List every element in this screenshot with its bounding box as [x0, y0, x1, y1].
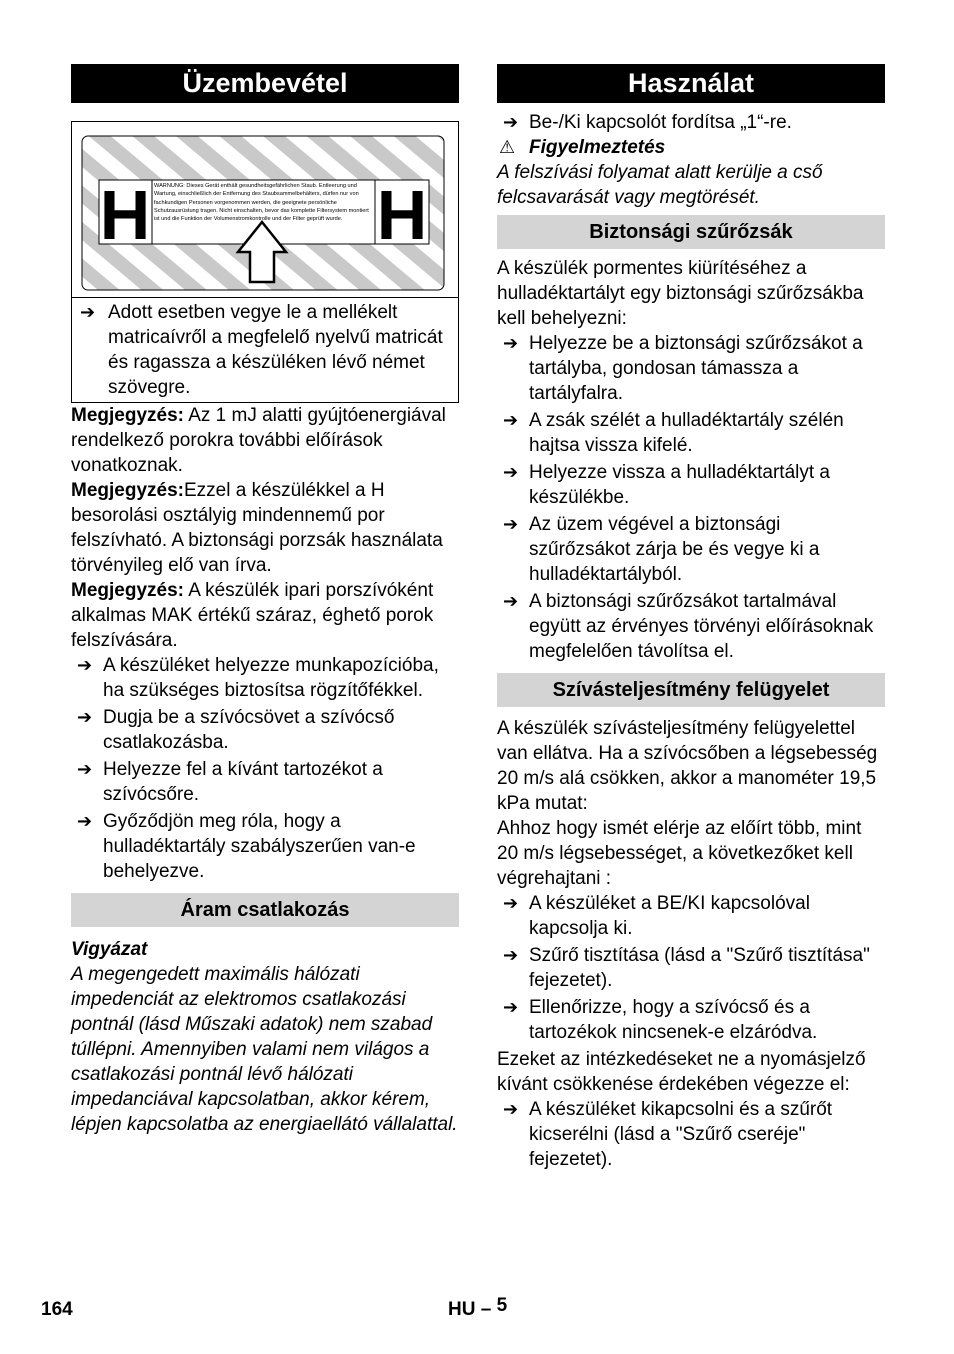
warning-triangle-icon: ⚠ [499, 137, 516, 157]
right-column [497, 64, 885, 1172]
note-1: Megjegyzés: Az 1 mJ alatti gyújtóenergiával rendelkező porokra további előírások vonatkoznak. [71, 405, 446, 476]
arrow-right-icon: ➔ [503, 1099, 519, 1119]
section-title-uzembevetel: Üzembevétel [71, 64, 459, 103]
label-letter-left: H [99, 176, 151, 254]
list-item: ➔ A készüléket kikapcsolni és a szűrőt kicserélni (lásd a "Szűrő cseréje" fejezetet). [503, 1099, 833, 1170]
arrow-right-icon: ➔ [503, 112, 519, 132]
arrow-right-icon: ➔ [503, 462, 519, 482]
section-title-biztonsagi-szurozsak: Biztonsági szűrőzsák [497, 215, 885, 249]
suction-paragraph-2: Ahhoz hogy ismét elérje az előírt több, mint 20 m/s légsebességet, a következőket kell végrehajtani : [497, 818, 862, 889]
list-item: ➔ A készüléket a BE/KI kapcsolóval kapcsolja ki. [503, 893, 810, 939]
list-item: ➔ Győződjön meg róla, hogy a hulladéktartály szabályszerűen van-e behelyezve. [77, 811, 416, 882]
caution-title: Vigyázat [71, 939, 148, 960]
section-title-szivasteljesitmeny: Szívásteljesítmény felügyelet [497, 673, 885, 707]
bag-intro: A készülék pormentes kiürítéséhez a hulladéktartályt egy biztonsági szűrőzsákba kell behelyezni: [497, 258, 864, 329]
warning-label-box [71, 121, 459, 403]
suction-paragraph-3: Ezeket az intézkedéseket ne a nyomásjelző kívánt csökkenése érdekében végezze el: [497, 1049, 866, 1095]
list-item: ➔ Be-/Ki kapcsolót fordítsa „1“-re. [503, 112, 792, 133]
arrow-right-icon: ➔ [503, 997, 519, 1017]
list-item: ➔ A biztonsági szűrőzsákot tartalmával együtt az érvényes törvényi előírásoknak megfelelően távolítsa el. [503, 591, 874, 662]
list-item: ➔ Az üzem végével a biztonsági szűrőzsákot zárja be és vegye ki a hulladéktartályból. [503, 514, 820, 585]
warning-label-image [72, 122, 458, 298]
arrow-right-icon: ➔ [503, 410, 519, 430]
list-item: ➔ Ellenőrizze, hogy a szívócső és a tartozékok nincsenek-e elzáródva. [503, 997, 818, 1043]
list-item: ➔ A készüléket helyezze munkapozícióba, ha szükséges biztosítsa rögzítőfékkel. [77, 655, 439, 701]
list-item: ➔ Szűrő tisztítása (lásd a "Szűrő tisztítása" fejezetet). [503, 945, 870, 991]
label-letter-right: H [376, 176, 428, 254]
arrow-right-icon: ➔ [77, 655, 93, 675]
list-item: ➔ A zsák szélét a hulladéktartály szélén hajtsa vissza kifelé. [503, 410, 844, 456]
arrow-right-icon: ➔ [77, 811, 93, 831]
list-item: ➔ Helyezze be a biztonsági szűrőzsákot a tartályba, gondosan támassza a tartályfalra. [503, 333, 863, 404]
arrow-right-icon: ➔ [503, 591, 519, 611]
list-item: ➔ Helyezze fel a kívánt tartozékot a szívócsőre. [77, 759, 383, 805]
arrow-right-icon: ➔ [503, 945, 519, 965]
label-fine-print: WARNUNG: Dieses Gerät enthält gesundheitsgefährlichen Staub. Entleerung und Wartung, einschließlich der Entfernung des Staubsammelbehälters, dürfen nur von fachkundigen Personen vorgenommen werden, die geeignete persönliche Schutzausrüstung tragen. Nicht einschalten, bevor das komplette Filtersystem montiert ist und die Funktion der Volumenstromkontrolle und der Filter geprüft wurde. [154, 183, 369, 223]
hazard-sticker-illustration [72, 122, 458, 297]
list-item: ➔ Dugja be a szívócsövet a szívócső csatlakozásba. [77, 707, 395, 753]
left-column [71, 64, 459, 1137]
section-title-hasznalat: Használat [497, 64, 885, 103]
warning-text: A felszívási folyamat alatt kerülje a cső felcsavarását vagy megtörését. [497, 162, 823, 208]
list-item: ➔ Helyezze vissza a hulladéktartályt a készülékbe. [503, 462, 830, 508]
suction-paragraph-1: A készülék szívásteljesítmény felügyelettel van ellátva. Ha a szívócsőben a légsebesség 20 m/s alá csökken, akkor a manométer 19,5 kPa mutat: [497, 718, 878, 814]
arrow-right-icon: ➔ [503, 514, 519, 534]
list-item: ➔ Adott esetben vegye le a mellékelt matricaívről a megfelelő nyelvű matricát és ragassza a készüléken lévő német szövegre. [80, 302, 443, 398]
arrow-right-icon: ➔ [80, 302, 96, 322]
arrow-right-icon: ➔ [77, 759, 93, 779]
caution-text: A megengedett maximális hálózati impedenciát az elektromos csatlakozási pontnál (lásd Műszaki adatok) nem szabad túllépni. Amennyiben valami nem világos a csatlakozási pontnál lévő hálózati impedanciával kapcsolatban, akkor kérem, lépjen kapcsolatba az energiaellátó vállalattal. [71, 964, 458, 1135]
arrow-right-icon: ➔ [77, 707, 93, 727]
warning-heading: ⚠ Figyelmeztetés [499, 137, 666, 158]
note-2: Megjegyzés:Ezzel a készülékkel a H besorolási osztályig mindennemű por felszívható. A biztonsági porzsák használata törvényileg elő van írva. [71, 480, 443, 576]
arrow-right-icon: ➔ [503, 333, 519, 353]
arrow-right-icon: ➔ [503, 893, 519, 913]
footer-page-ref: HU – 5 [448, 1295, 508, 1320]
note-3: Megjegyzés: A készülék ipari porszívóként alkalmas MAK értékű száraz, éghető porok felszívására. [71, 580, 434, 651]
page-number: 164 [41, 1299, 73, 1320]
section-title-aram-csatlakozas: Áram csatlakozás [71, 893, 459, 927]
